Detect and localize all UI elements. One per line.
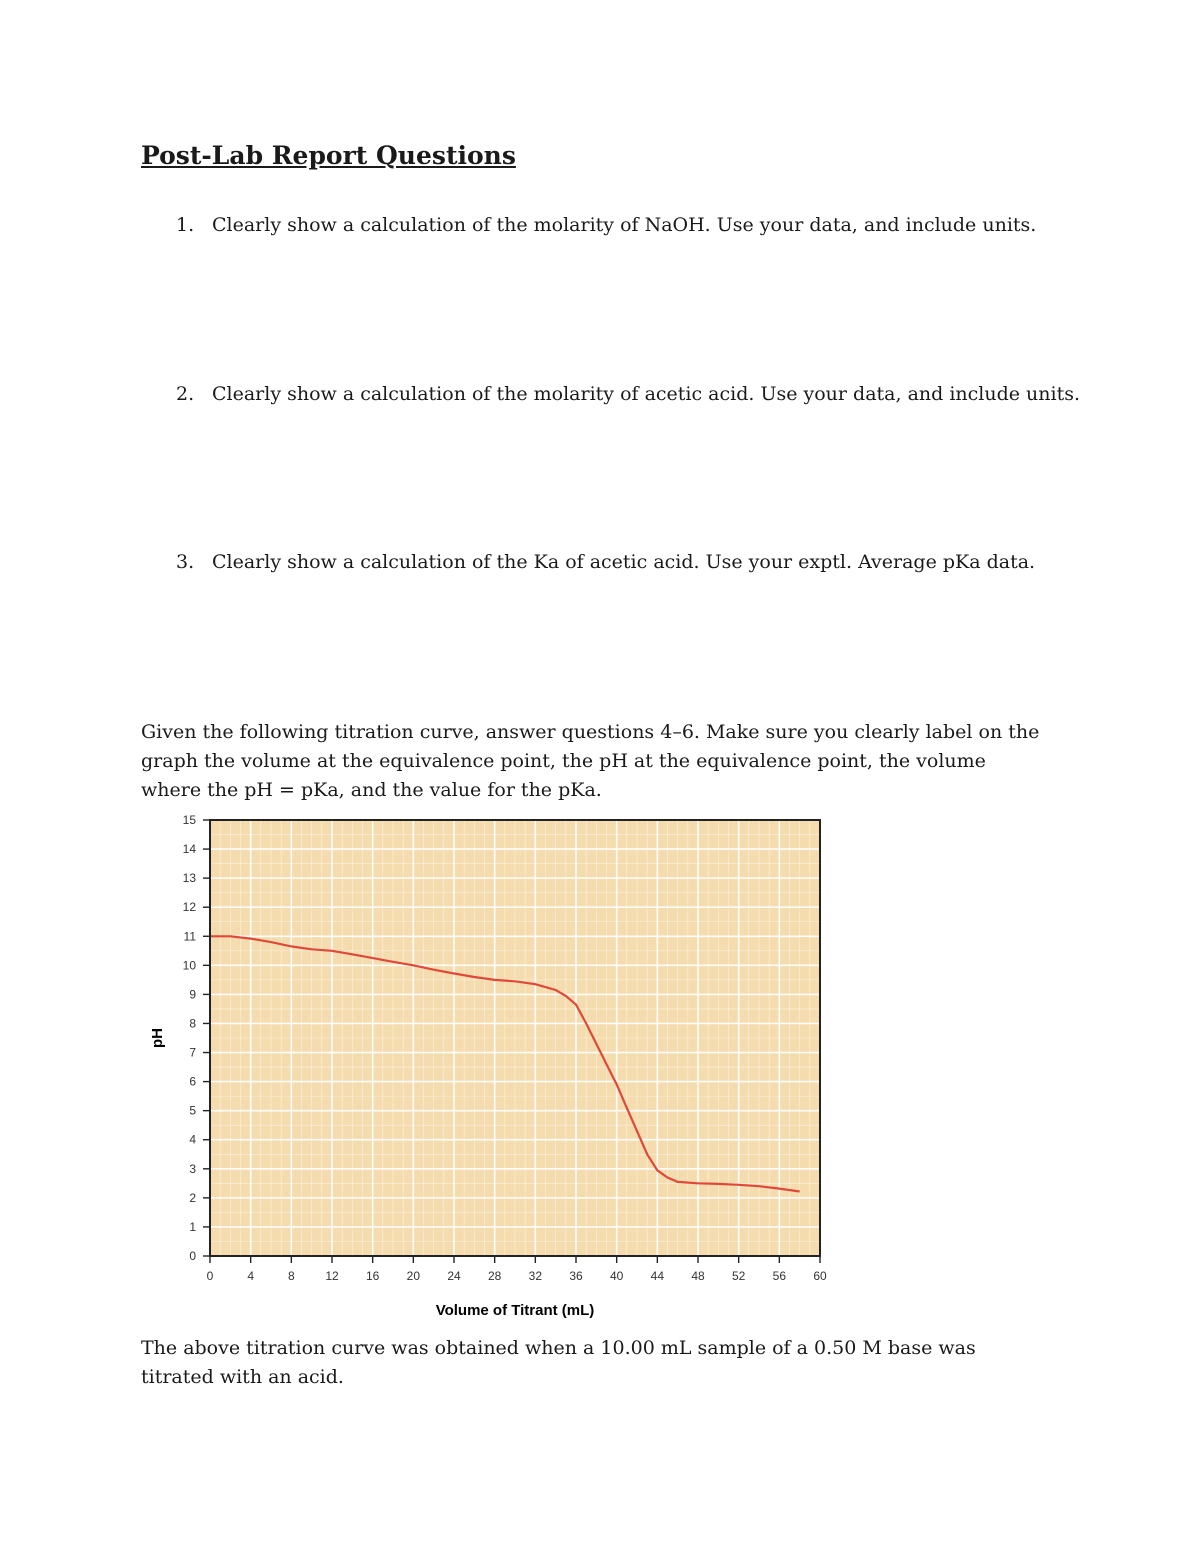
y-tick-label: 3 (189, 1161, 196, 1176)
question-text: Clearly show a calculation of the molarity of NaOH. Use your data, and include units. (212, 214, 1037, 236)
y-tick-label: 12 (182, 900, 196, 915)
question-3 (176, 551, 1035, 573)
x-tick-label: 20 (406, 1269, 421, 1283)
question-text: Clearly show a calculation of the Ka of acetic acid. Use your exptl. Average pKa data. (212, 551, 1036, 573)
x-tick-label: 4 (247, 1269, 255, 1283)
question-number: 1. (176, 214, 195, 236)
y-tick-label: 6 (189, 1074, 196, 1089)
page-title: Post-Lab Report Questions (141, 141, 516, 170)
x-tick-label: 16 (365, 1269, 380, 1283)
x-tick-label: 32 (528, 1269, 543, 1283)
x-tick-label: 12 (325, 1269, 339, 1283)
x-tick-label: 0 (206, 1269, 214, 1283)
y-axis-ticks (183, 813, 210, 1263)
x-axis-ticks (207, 1256, 827, 1283)
y-tick-label: 0 (189, 1249, 196, 1263)
question-1 (176, 214, 1036, 236)
x-tick-label: 60 (813, 1269, 827, 1283)
x-tick-label: 48 (691, 1269, 705, 1283)
caption-paragraph: The above titration curve was obtained when a 10.00 mL sample of a 0.50 M base was titrated with an acid. (141, 1337, 976, 1388)
y-tick-label: 9 (189, 987, 196, 1002)
y-tick-label: 1 (189, 1219, 196, 1234)
titration-curve-chart (140, 810, 840, 1330)
x-tick-label: 28 (487, 1269, 502, 1283)
y-tick-label: 4 (189, 1132, 196, 1147)
instructions-paragraph: Given the following titration curve, answer questions 4–6. Make sure you clearly label on the graph the volume at the equivalence point, the pH at the equivalence point, the volume where the pH = pKa, and the value for the pKa. (141, 721, 1040, 801)
question-2 (176, 383, 1080, 405)
x-tick-label: 36 (569, 1269, 583, 1283)
y-tick-label: 14 (182, 842, 196, 857)
question-text: Clearly show a calculation of the molarity of acetic acid. Use your data, and include units. (212, 383, 1081, 405)
y-tick-label: 5 (189, 1103, 196, 1118)
y-tick-label: 8 (189, 1016, 196, 1031)
question-number: 3. (176, 551, 195, 573)
x-tick-label: 44 (650, 1269, 665, 1283)
y-tick-label: 10 (182, 958, 196, 973)
y-tick-label: 13 (182, 871, 196, 886)
x-tick-label: 40 (609, 1269, 624, 1283)
x-tick-label: 24 (447, 1269, 461, 1283)
x-axis-label: Volume of Titrant (mL) (435, 1302, 595, 1319)
x-tick-label: 8 (287, 1269, 295, 1283)
y-axis-label: pH (149, 1028, 166, 1048)
y-tick-label: 7 (189, 1045, 196, 1060)
x-tick-label: 52 (731, 1269, 746, 1283)
gridlines (210, 820, 820, 1256)
y-tick-label: 2 (189, 1190, 196, 1205)
question-number: 2. (176, 383, 195, 405)
y-tick-label: 11 (183, 929, 196, 944)
x-tick-label: 56 (772, 1269, 787, 1283)
y-tick-label: 15 (182, 813, 196, 827)
